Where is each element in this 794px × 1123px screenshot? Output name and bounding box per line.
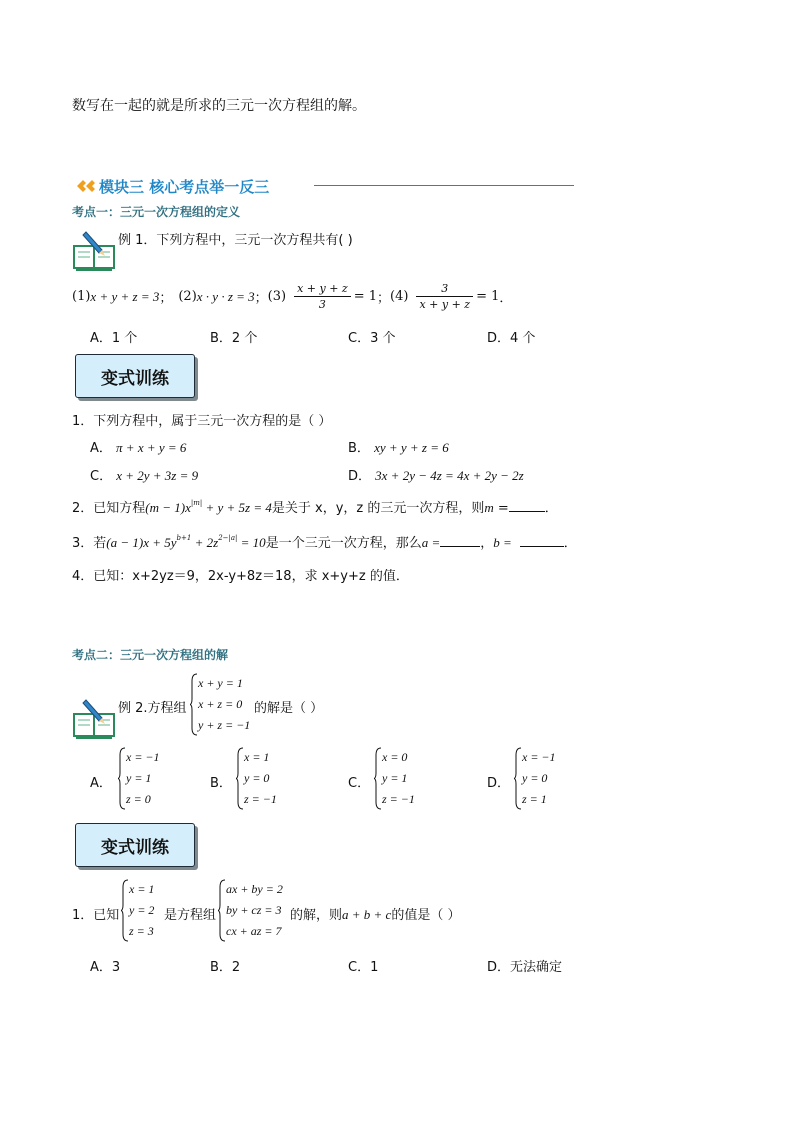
q5-tail: 的解，则a + b + c的值是（ ）	[290, 907, 461, 923]
q1-option-a: A． π + x + y = 6	[90, 440, 187, 456]
brace-icon	[514, 747, 522, 810]
kaodian-2-heading: 考点二：三元一次方程组的解	[72, 648, 229, 662]
ex2-option-c-label: C．	[348, 776, 371, 791]
brace-icon	[374, 747, 382, 810]
kaodian-1-heading: 考点一：三元一次方程组的定义	[72, 205, 241, 219]
q3-a-blank[interactable]	[440, 546, 480, 547]
ex2-option-a: x = −1 y = 1 z = 0	[118, 747, 178, 810]
ex2-option-b-label: B．	[210, 776, 232, 791]
example-2-system: x + y = 1 x + z = 0 y + z = −1	[190, 673, 260, 736]
option-c: C．3 个	[348, 331, 396, 346]
ex2-option-d-label: D．	[487, 776, 511, 791]
q1-stem: 1．下列方程中，属于三元一次方程的是（ ）	[72, 414, 332, 429]
separator: ；	[159, 291, 173, 306]
example-1-stem: 例 1．下列方程中，三元一次方程共有( )	[118, 233, 353, 248]
variant-training-label: 变式训练	[75, 354, 195, 398]
example-2-suffix: 的解是（ ）	[254, 701, 324, 716]
brace-icon	[121, 879, 129, 942]
eq-3-label: (3)	[267, 289, 287, 304]
q5-solution: x = 1 y = 2 z = 3	[121, 879, 171, 942]
example-1-equations	[72, 282, 512, 311]
eq-2: x · y · z = 3	[196, 288, 255, 304]
eq-4-fraction: $\frac{3}{x + y + z}$	[416, 282, 473, 311]
module-header	[75, 176, 269, 197]
book-pencil-icon	[72, 228, 118, 272]
eq-2-label: (2)	[178, 289, 197, 304]
q1-option-b: B． xy + y + z = 6	[348, 440, 449, 456]
q2-equation: (m − 1)x	[145, 500, 191, 515]
eq-1-label: (1)	[72, 289, 91, 304]
option-d: D．4 个	[487, 331, 536, 346]
example-2-prefix: 例 2.方程组	[118, 701, 187, 716]
separator: ；	[254, 291, 268, 306]
eq-4-rhs: = 1	[476, 289, 500, 304]
q2-answer-blank[interactable]	[509, 511, 545, 512]
q3-equation: (a − 1)x + 5y	[106, 535, 177, 550]
q1-option-c: C． x + 2y + 3z = 9	[90, 468, 199, 484]
q2: 2．已知方程$(m - 1)x^{|m|} + y + 5z = 4$是关于 x，y，z 的三元一次方程，则m = ．	[72, 499, 558, 516]
eq-1: x + y + z = 3	[90, 288, 160, 304]
q5-option-c: C．1	[348, 960, 379, 975]
q3-b-blank[interactable]	[520, 546, 564, 547]
ex2-option-b: x = 1 y = 0 z = −1	[236, 747, 296, 810]
q5-prefix: 1．已知	[72, 908, 120, 923]
book-pencil-icon	[72, 696, 118, 740]
q5-option-a: A．3	[90, 960, 121, 975]
q5-system: ax + by = 2 by + cz = 3 cx + az = 7	[218, 879, 298, 942]
double-chevron-icon	[75, 178, 99, 194]
module-title: 模块三 核心考点举一反三	[99, 178, 270, 196]
q5-option-d: D．无法确定	[487, 960, 563, 975]
separator: ；	[377, 291, 391, 306]
brace-icon	[190, 673, 198, 736]
q3: 3．若$(a - 1)x + 5y^{b+1} + 2z^{2-|a|} = 10$是一个三元一次方程，那么a = ，b = ．	[72, 534, 577, 551]
q1-option-d: D． 3x + 2y − 4z = 4x + 2y − 2z	[348, 468, 524, 484]
option-a: A．1 个	[90, 331, 138, 346]
ex2-option-c: x = 0 y = 1 z = −1	[374, 747, 434, 810]
brace-icon	[118, 747, 126, 810]
brace-icon	[236, 747, 244, 810]
brace-icon	[218, 879, 226, 942]
eq-3-fraction: $\frac{x + y + z}{3}$	[294, 282, 351, 311]
eq-3-rhs: = 1	[353, 289, 378, 304]
q5-option-b: B．2	[210, 960, 241, 975]
option-b: B．2 个	[210, 331, 258, 346]
ex2-option-a-label: A．	[90, 776, 112, 791]
continuation-text: 数写在一起的就是所求的三元一次方程组的解。	[72, 98, 366, 114]
module-divider	[314, 185, 574, 186]
variant-training-label: 变式训练	[75, 823, 195, 867]
q4: 4．已知：x+2yz＝9，2x-y+8z＝18，求 x+y+z 的值．	[72, 569, 409, 584]
period: ．	[499, 291, 513, 306]
q5-mid: 是方程组	[164, 908, 217, 923]
ex2-option-d: x = −1 y = 0 z = 1	[514, 747, 574, 810]
eq-4-label: (4)	[390, 289, 409, 304]
